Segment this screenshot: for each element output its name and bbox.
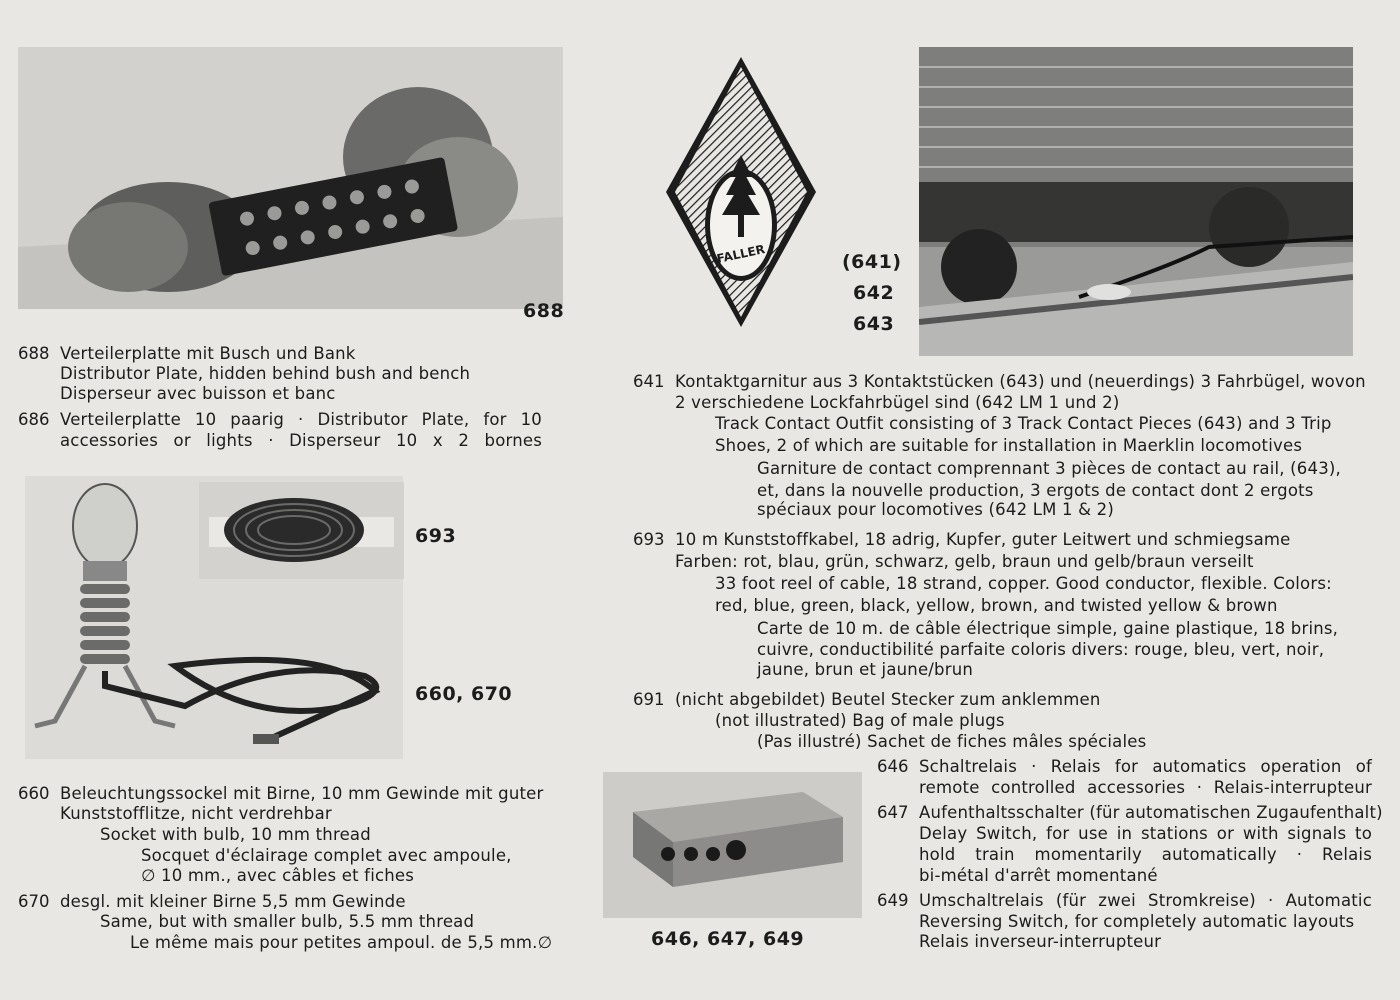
item-688-line-de: Verteilerplatte mit Busch und Bank [60,344,356,363]
item-691-line-3: (Pas illustré) Sachet de fiches mâles spéciales [757,732,1147,751]
item-670-line-2: Same, but with smaller bulb, 5.5 mm thread [100,912,475,931]
item-number-649: 649 [877,891,909,910]
item-660-line-4: Socquet d'éclairage complet avec ampoule, [141,846,512,865]
photo-distributor-plate [18,47,563,309]
item-641-line-7: spéciaux pour locomotives (642 LM 1 & 2) [757,500,1114,519]
item-number-660: 660 [18,784,50,803]
faller-logo [664,55,818,330]
item-number-670: 670 [18,892,50,911]
item-660-line-2: Kunststofflitze, nicht verdrehbar [60,804,332,823]
item-number-691: 691 [633,690,665,709]
item-647-line-4: bi-métal d'arrêt momentané [919,866,1158,885]
item-641-line-3: Track Contact Outfit consisting of 3 Track Contact Pieces (643) and 3 Trip [715,414,1332,433]
item-number-641: 641 [633,372,665,391]
item-649-line-3: Relais inverseur-interrupteur [919,932,1162,951]
label-660-670: 660, 670 [415,683,513,705]
item-686-line-1: Verteilerplatte 10 paarig · Distributor Plate, for 10 [60,410,542,429]
photo-track-contact [919,47,1353,356]
item-693-line-4: red, blue, green, black, yellow, brown, and twisted yellow & brown [715,596,1278,615]
relay-box-illustration [603,772,862,918]
item-688-line-en: Distributor Plate, hidden behind bush and bench [60,364,471,383]
item-688-line-fr: Disperseur avec buisson et banc [60,384,336,403]
item-number-646: 646 [877,757,909,776]
item-693-line-3: 33 foot reel of cable, 18 strand, copper. Good conductor, flexible. Colors: [715,574,1332,593]
item-646-line-2: remote controlled accessories · Relais-interrupteur [919,778,1372,797]
item-691-line-2: (not illustrated) Bag of male plugs [715,711,1005,730]
item-641-line-4: Shoes, 2 of which are suitable for installation in Maerklin locomotives [715,436,1303,455]
item-number-693: 693 [633,530,665,549]
item-649-line-1: Umschaltrelais (für zwei Stromkreise) · Automatic [919,891,1372,910]
item-641-line-6: et, dans la nouvelle production, 3 ergots de contact dont 2 ergots [757,481,1314,500]
item-641-line-1: Kontaktgarnitur aus 3 Kontaktstücken (643) und (neuerdings) 3 Fahrbügel, wovon [675,372,1366,391]
photo-cable-reel [199,482,404,579]
item-641-line-5: Garniture de contact comprennant 3 pièces de contact au rail, (643), [757,459,1341,478]
item-660-line-3: Socket with bulb, 10 mm thread [100,825,371,844]
logo-text: FALLER [715,242,767,266]
photo-relay-box [603,772,862,918]
label-642: 642 [853,282,895,304]
item-693-line-1: 10 m Kunststoffkabel, 18 adrig, Kupfer, guter Leitwert und schmiegsame [675,530,1291,549]
label-688: 688 [523,300,565,322]
item-670-line-3: Le même mais pour petites ampoul. de 5,5 mm.∅ [130,933,553,952]
label-693: 693 [415,525,457,547]
item-647-line-3: hold train momentarily automatically · Relais [919,845,1372,864]
cable-reel-illustration [199,482,404,579]
item-660-line-1: Beleuchtungssockel mit Birne, 10 mm Gewinde mit guter [60,784,544,803]
track-contact-illustration [919,47,1353,356]
item-693-line-6: cuivre, conductibilité parfaite coloris divers: rouge, bleu, vert, noir, [757,640,1325,659]
item-647-line-1: Aufenthaltsschalter (für automatischen Zugaufenthalt) [919,803,1383,822]
label-641: (641) [842,251,902,273]
item-693-line-5: Carte de 10 m. de câble électrique simple, gaine plastique, 18 brins, [757,619,1339,638]
label-643: 643 [853,313,895,335]
item-number-647: 647 [877,803,909,822]
item-646-line-1: Schaltrelais · Relais for automatics operation of [919,757,1372,776]
item-670-line-1: desgl. mit kleiner Birne 5,5 mm Gewinde [60,892,406,911]
item-693-line-7: jaune, brun et jaune/brun [757,660,974,679]
item-641-line-2: 2 verschiedene Lockfahrbügel sind (642 LM 1 und 2) [675,393,1120,412]
item-number-688: 688 [18,344,50,363]
faller-diamond-emblem [664,55,818,330]
item-660-line-5: ∅ 10 mm., avec câbles et fiches [141,866,415,885]
item-647-line-2: Delay Switch, for use in stations or with signals to [919,824,1372,843]
distributor-plate-illustration [18,47,563,309]
item-number-686: 686 [18,410,50,429]
item-693-line-2: Farben: rot, blau, grün, schwarz, gelb, braun und gelb/braun verseilt [675,552,1254,571]
item-686-line-2: accessories or lights · Disperseur 10 x 2 bornes [60,431,542,450]
item-691-line-1: (nicht abgebildet) Beutel Stecker zum anklemmen [675,690,1101,709]
label-646-647-649: 646, 647, 649 [651,928,805,950]
item-649-line-2: Reversing Switch, for completely automatic layouts [919,912,1355,931]
